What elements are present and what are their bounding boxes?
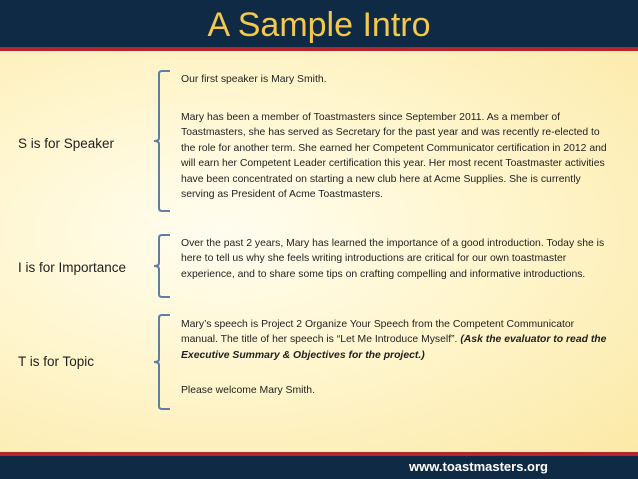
brace-speaker: [150, 70, 172, 212]
section-label-importance: I is for Importance: [18, 260, 127, 275]
importance-text: Over the past 2 years, Mary has learned the importance of a good introduction. Today she is here to tell us why she feels writing introductions are critical for our own toastmaster experience, and to share some tips on crafting compelling and informative introductions.: [181, 238, 605, 280]
topic-evaluator-note: (Ask the evaluator to read the Executive Summary & Objectives for the project.): [181, 334, 607, 361]
brace-topic: [150, 314, 172, 410]
speaker-bio: Mary has been a member of Toastmasters since September 2011. As a member of Toastmasters, she has served as Secretary for the past year and was recently re-elected to the role for another term. She earned her Competent Communicator certification in 2012 and will earn her Competent Leader certification this year. Her most recent Toastmaster activities have been concentrated on starting a new club here at Acme Supplies. She is currently serving as President of Acme Toastmasters.: [181, 112, 607, 201]
topic-text: [181, 317, 611, 363]
section-label-topic: T is for Topic: [18, 354, 95, 369]
slide-title: [0, 0, 638, 47]
footer-url: www.toastmasters.org: [409, 459, 548, 474]
topic-speech-details: Mary’s speech is Project 2 Organize Your Speech from the Competent Communicator manual. The title of her speech is “Let Me Introduce Myself”.: [181, 319, 575, 346]
slide-title-text: A Sample Intro: [207, 6, 431, 44]
section-label-speaker: S is for Speaker: [18, 136, 115, 151]
closing-welcome: Please welcome Mary Smith.: [181, 385, 315, 396]
speaker-opening: Our first speaker is Mary Smith.: [181, 74, 327, 85]
brace-importance: [150, 234, 172, 298]
